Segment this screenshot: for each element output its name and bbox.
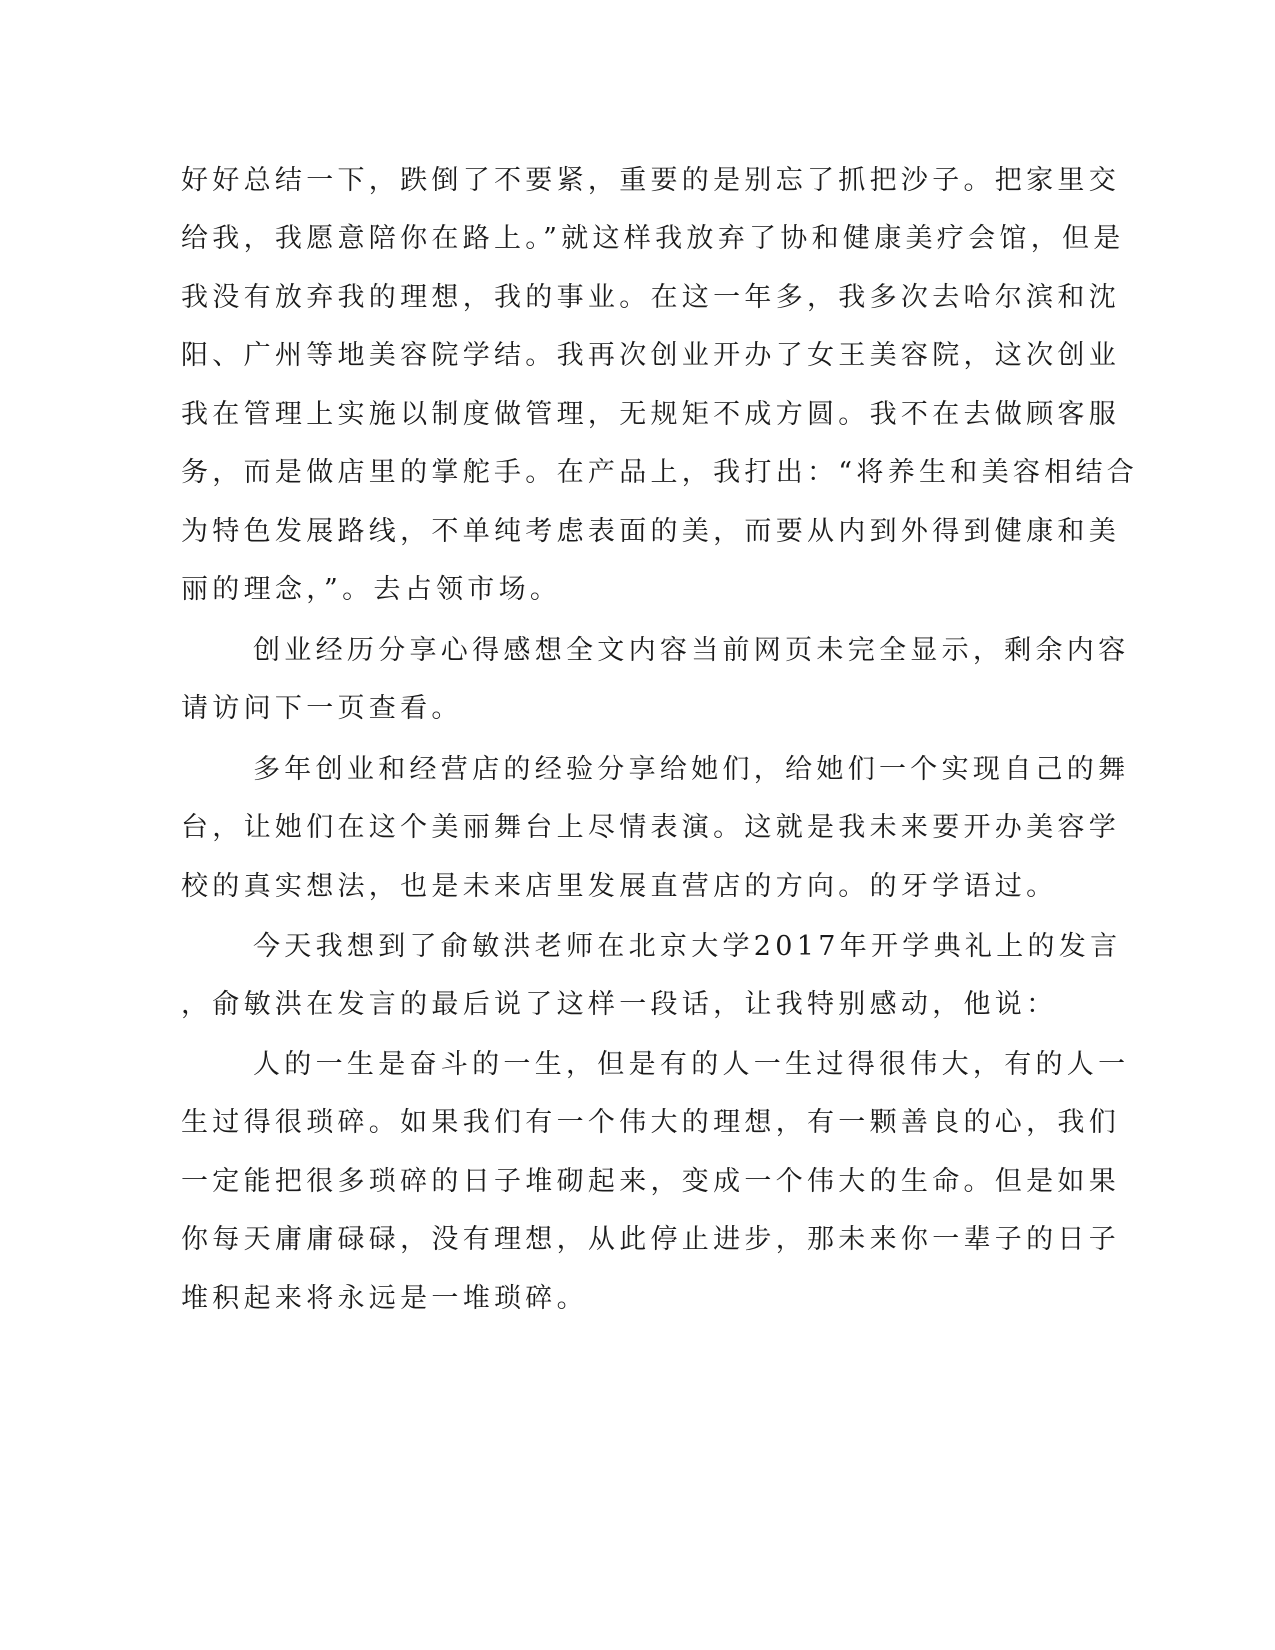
text-line: 请访问下一页查看。 xyxy=(181,693,463,724)
text-line: 校的真实想法，也是未来店里发展直营店的方向。的牙学语过。 xyxy=(181,871,1058,902)
text-line: 一定能把很多琐碎的日子堆砌起来，变成一个伟大的生命。但是如果 xyxy=(181,1166,1120,1197)
text-line: 给我，我愿意陪你在路上。”就这样我放弃了协和健康美疗会馆，但是 xyxy=(181,223,1125,254)
text-line: 丽的理念，”。去占领市场。 xyxy=(181,574,562,605)
text-line: 阳、广州等地美容院学结。我再次创业开办了女王美容院，这次创业 xyxy=(181,340,1120,371)
text-line: 好好总结一下，跌倒了不要紧，重要的是别忘了抓把沙子。把家里交 xyxy=(181,165,1120,196)
text-line: 人的一生是奋斗的一生，但是有的人一生过得很伟大，有的人一 xyxy=(253,1049,1130,1080)
text-line: 台，让她们在这个美丽舞台上尽情表演。这就是我未来要开办美容学 xyxy=(181,812,1120,843)
text-line: 堆积起来将永远是一堆琐碎。 xyxy=(181,1283,588,1314)
text-line: 务，而是做店里的掌舵手。在产品上，我打出：“将养生和美容相结合 xyxy=(181,457,1139,488)
text-line: 你每天庸庸碌碌，没有理想，从此停止进步，那未来你一辈子的日子 xyxy=(181,1224,1120,1255)
text-line: 我没有放弃我的理想，我的事业。在这一年多，我多次去哈尔滨和沈 xyxy=(181,282,1120,313)
text-line: 生过得很琐碎。如果我们有一个伟大的理想，有一颗善良的心，我们 xyxy=(181,1107,1120,1138)
text-line: 我在管理上实施以制度做管理，无规矩不成方圆。我不在去做顾客服 xyxy=(181,399,1120,430)
text-line: 为特色发展路线，不单纯考虑表面的美，而要从内到外得到健康和美 xyxy=(181,516,1120,547)
text-line: ，俞敏洪在发言的最后说了这样一段话，让我特别感动，他说： xyxy=(181,989,1058,1020)
text-line: 多年创业和经营店的经验分享给她们，给她们一个实现自己的舞 xyxy=(253,754,1130,785)
text-line: 今天我想到了俞敏洪老师在北京大学2017年开学典礼上的发言 xyxy=(253,931,1122,962)
text-line: 创业经历分享心得感想全文内容当前网页未完全显示，剩余内容 xyxy=(253,635,1130,666)
